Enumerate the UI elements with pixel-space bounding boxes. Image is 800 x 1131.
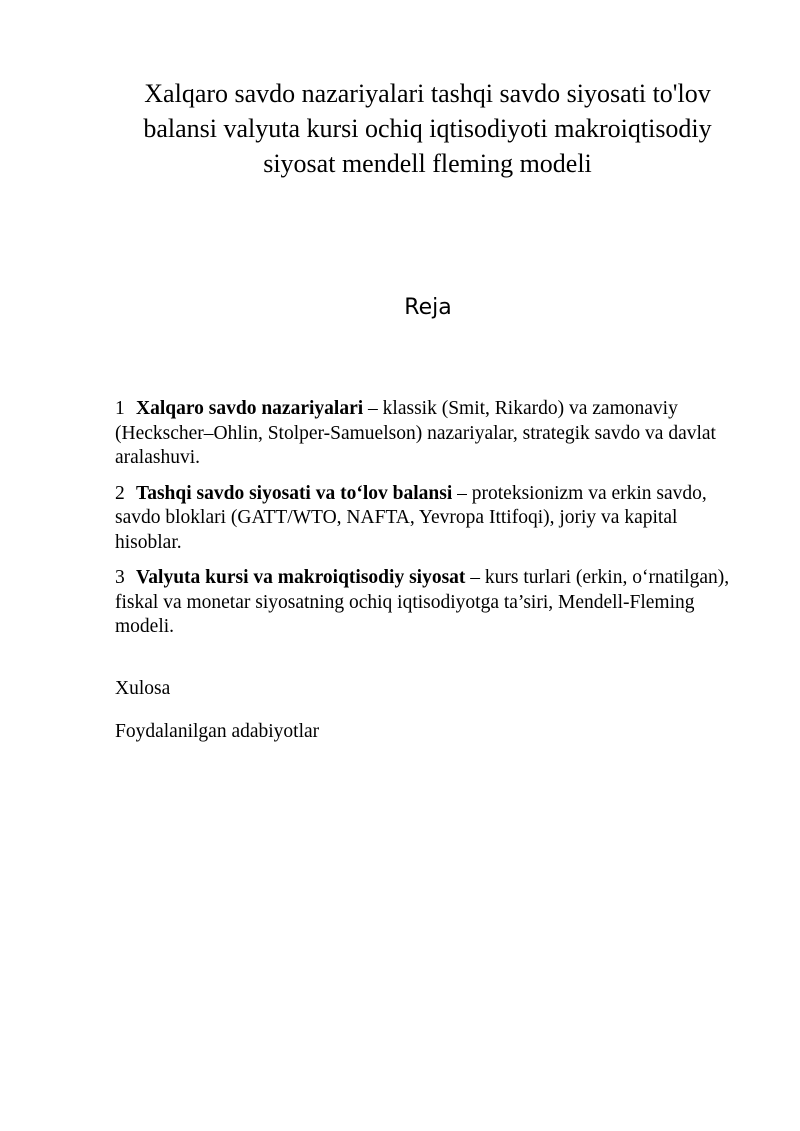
- plan-item-heading: Valyuta kursi va makroiqtisodiy siyosat: [136, 567, 466, 588]
- plan-item-number: 3: [115, 567, 125, 588]
- plan-item-text: – kurs turlari (erkin, o‘rnatilgan), fiskal va monetar siyosatning ochiq iqtisodiyotga ta’siri, Mendell-Fleming modeli.: [115, 567, 730, 637]
- plan-item-1: [115, 397, 745, 471]
- plan-heading: Reja: [404, 295, 452, 320]
- plan-list: [115, 397, 745, 651]
- plan-item-heading: Xalqaro savdo nazariyalari: [136, 398, 364, 419]
- plan-item-2: [115, 482, 745, 556]
- plan-item-text: – klassik (Smit, Rikardo) va zamonaviy (Heckscher–Ohlin, Stolper-Samuelson) nazariyalar, strategik savdo va davlat aralashuvi.: [115, 398, 716, 468]
- plan-item-number: 1: [115, 398, 125, 419]
- document-title: Xalqaro savdo nazariyalari tashqi savdo siyosati to'lov balansi valyuta kursi ochiq iqtisodiyoti makroiqtisodiy siyosat mendell fleming modeli: [143, 79, 712, 178]
- plan-item-text: – proteksionizm va erkin savdo, savdo bloklari (GATT/WTO, NAFTA, Yevropa Ittifoqi), joriy va kapital hisoblar.: [115, 482, 707, 553]
- plan-item-number: 2: [115, 482, 125, 504]
- plan-item-3: [115, 566, 745, 640]
- references-line: Foydalanilgan adabiyotlar: [115, 721, 320, 742]
- conclusion-line: Xulosa: [115, 678, 171, 699]
- plan-item-heading: Tashqi savdo siyosati va to‘lov balansi: [136, 482, 453, 504]
